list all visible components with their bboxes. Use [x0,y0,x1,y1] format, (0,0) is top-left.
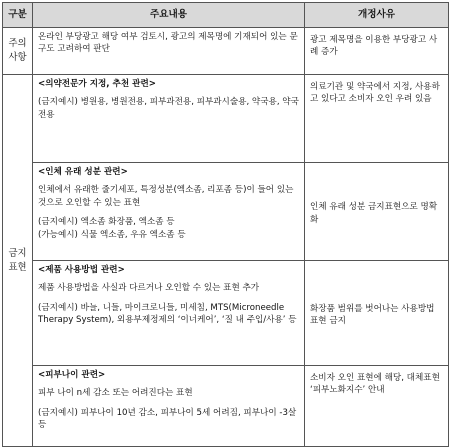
header-row [3,3,449,28]
section-skin-age-content [33,366,305,447]
section-usage-line: 제품 사용방법을 사실과 다르거나 오인할 수 있는 표현 추가 [38,283,260,294]
table-row-expert [3,75,449,163]
header-main-content: 주요내용 [33,3,305,28]
notice-reason-text: 광고 제목명을 이용한 부당광고 사례 증가 [310,35,438,58]
section-human-line: 인체에서 유래한 줄기세포, 특정성분(엑소좀, 리포좀 등)이 들어 있는 것으로 오인할 수 있는 표현 [38,185,294,208]
section-usage-reason-text: 화장품 범위를 벗어나는 사용방법 표현 금지 [310,303,435,326]
header-reason: 개정사유 [305,3,449,28]
section-human-content [33,163,305,261]
section-usage-title: <제품 사용방법 관련> [38,265,125,275]
section-usage-reason [305,261,449,366]
section-skin-age-title: <피부나이 관련> [38,370,106,380]
section-expert-line: (금지예시) 병원용, 병원전용, 피부과전용, 피부과시술용, 약국용, 약국전용 [38,97,299,120]
section-human-reason-text: 인체 유래 성분 금지표현으로 명확화 [310,202,438,225]
category-notice: 주의사항 [3,28,33,75]
notice-content [33,28,305,75]
notice-reason [305,28,449,75]
header-category: 구분 [3,3,33,28]
section-human-line: (가능예시) 식물 엑소좀, 우유 엑소좀 등 [38,229,186,240]
category-ban: 금지표현 [3,75,33,447]
table-row-human-derived [3,163,449,261]
section-expert-reason-text: 의료기관 및 약국에서 지정, 사용하고 있다고 소비자 오인 우려 있음 [310,82,440,105]
section-skin-age-reason [305,366,449,447]
section-expert-title: <의약전문가 지정, 추천 관련> [38,79,156,89]
table-row-usage [3,261,449,366]
table-row-skin-age [3,366,449,447]
section-skin-age-line: 피부 나이 n세 감소 또는 어려진다는 표현 [38,388,193,399]
notice-content-text: 온라인 부당광고 해당 여부 검토시, 광고의 제목명에 기재되어 있는 문구도 고려하여 판단 [38,32,298,55]
section-usage-line: (금지예시) 바늘, 니들, 마이크로니들, 미세침, MTS(Microneedle Therapy System), 외용부제정제의 ‘이너케어’, ‘질 내 주입/사용’ 등 [38,302,297,326]
section-expert-reason [305,75,449,163]
section-usage-content [33,261,305,366]
section-human-title: <인체 유래 성분 관련> [38,167,128,177]
section-human-line: (금지예시) 엑소좀 화장품, 엑소좀 등 [38,217,175,228]
revision-table [2,2,449,447]
section-human-reason [305,163,449,261]
table-row-notice [3,28,449,75]
section-expert-content [33,75,305,163]
section-skin-age-line: (금지예시) 피부나이 10년 감소, 피부나이 5세 어려짐, 피부나이 -3살 등 [38,407,297,431]
section-skin-age-reason-text: 소비자 오인 표현에 해당, 대체표현 ‘피부노화지수’ 안내 [310,373,440,396]
